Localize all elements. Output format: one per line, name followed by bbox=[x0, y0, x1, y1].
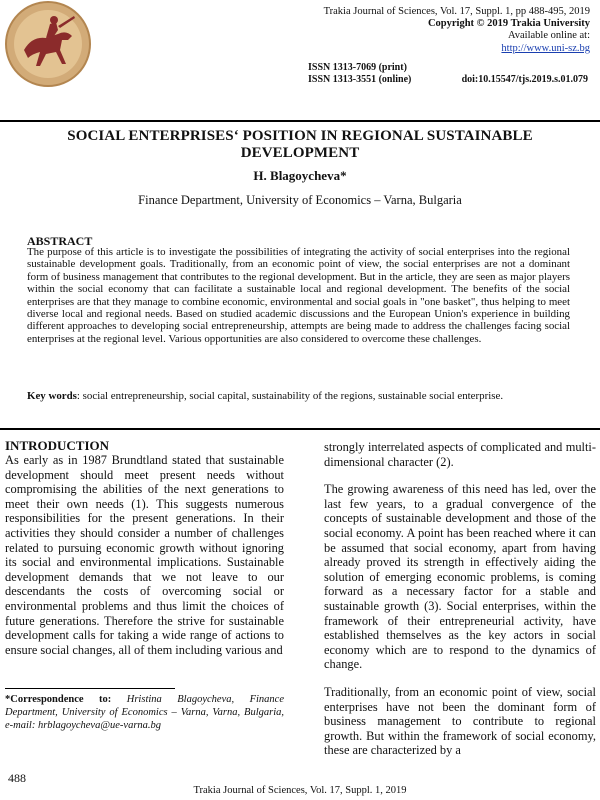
page-footer: Trakia Journal of Sciences, Vol. 17, Suppl. 1, 2019 bbox=[193, 785, 407, 796]
correspondence-label: *Correspondence to: bbox=[5, 694, 112, 705]
paragraph: The growing awareness of this need has led, over the last few years, to a gradual convergence of the concepts of sustainable development and those of the social economy. A point has been reached where it can be assumed that social economy, apart from having already proved its strength in effectively aiding the solution of emerging economic problems, is coming forward as a necessary factor for a stable and sustainable growth (3). Social enterprises, within the framework of their entrepreneurial activity, have established themselves as the key actors in social economy which are to respond to the dynamics of change. bbox=[324, 482, 596, 672]
page-number: 488 bbox=[8, 771, 26, 785]
issn-print: ISSN 1313-7069 (print) bbox=[308, 62, 407, 73]
introduction-heading: INTRODUCTION bbox=[5, 438, 110, 453]
issn-block bbox=[308, 62, 411, 86]
right-column bbox=[324, 440, 596, 771]
affiliation: Finance Department, University of Economics – Varna, Bulgaria bbox=[138, 193, 462, 207]
introduction-text: As early as in 1987 Brundtland stated that sustainable development should meet present needs without compromising the abilities of the next generations to meet their own needs (1). This suggests numerous responsibilities for the present generations. In their activities they should consider a number of challenges related to pursuing economic growth without ignoring its social and environmental implications. Sustainable development demands that we not leave to our descendants the costs of overcoming social or environmental problems and thus limit the choices of future generations. Therefore the strive for sustainable development calls for taking a wide range of actions to ensure social changes, all of them including various and bbox=[5, 453, 284, 657]
keywords bbox=[27, 390, 570, 402]
journal-url-link[interactable]: http://www.uni-sz.bg bbox=[501, 42, 590, 54]
copyright: Copyright © 2019 Trakia University bbox=[427, 18, 590, 30]
journal-citation: Trakia Journal of Sciences, Vol. 17, Suppl. 1, pp 488-495, 2019 bbox=[323, 6, 590, 17]
issn-online: ISSN 1313-3551 (online) bbox=[308, 74, 412, 85]
paragraph: Traditionally, from an economic point of view, social enterprises have not been the dominant form of business management to contribute to regional growth. But within the framework of social economy, these are characterized by a bbox=[324, 684, 596, 758]
paragraph: strongly interrelated aspects of complicated and multi-dimensional character (2). bbox=[324, 440, 596, 469]
keywords-label: Key words bbox=[27, 390, 77, 402]
journal-header-info bbox=[324, 6, 590, 55]
article-title: SOCIAL ENTERPRISES‘ POSITION IN REGIONAL SUSTAINABLE DEVELOPMENT bbox=[67, 128, 533, 161]
doi: doi:10.15547/tjs.2019.s.01.079 bbox=[461, 74, 588, 85]
keywords-text: : social entrepreneurship, social capital, sustainability of the regions, sustainable social enterprise. bbox=[76, 390, 504, 402]
section-rule bbox=[0, 428, 600, 430]
footnote-rule bbox=[5, 688, 175, 689]
correspondence-text: Hristina Blagoycheva, Finance Department, University of Economics – Varna, Varna, Bulgaria, e-mail: hrblagoycheva@ue-varna.bg bbox=[5, 694, 284, 731]
abstract-heading: ABSTRACT bbox=[27, 234, 93, 248]
abstract-text: The purpose of this article is to investigate the possibilities of integrating the activity of social enterprises into the regional sustainable development goals. Traditionally, from an economic point of view, the social enterprises are not a dominant form of business management that contributes to the regional development. But in the article, they are seen as major players within the social economy that can facilitate a sustainable local and regional development. The benefits of the social enterprises are that they manage to combine economic, environmental and social goals in "one basket", thus helping to meet diverse local and regional needs. Based on studied academic discussions and the European Union's experience in building different approaches to developing social entrepreneurship, attempts are being made to address the challenges facing social enterprises at the regional level. Various opportunities are also considered to overcome these challenges. bbox=[27, 246, 570, 345]
header-rule bbox=[0, 120, 600, 122]
correspondence-footnote bbox=[5, 693, 284, 732]
left-column bbox=[5, 439, 284, 657]
journal-logo bbox=[2, 0, 94, 88]
author: H. Blagoycheva* bbox=[253, 168, 347, 183]
available-online: Available online at: bbox=[507, 30, 590, 42]
